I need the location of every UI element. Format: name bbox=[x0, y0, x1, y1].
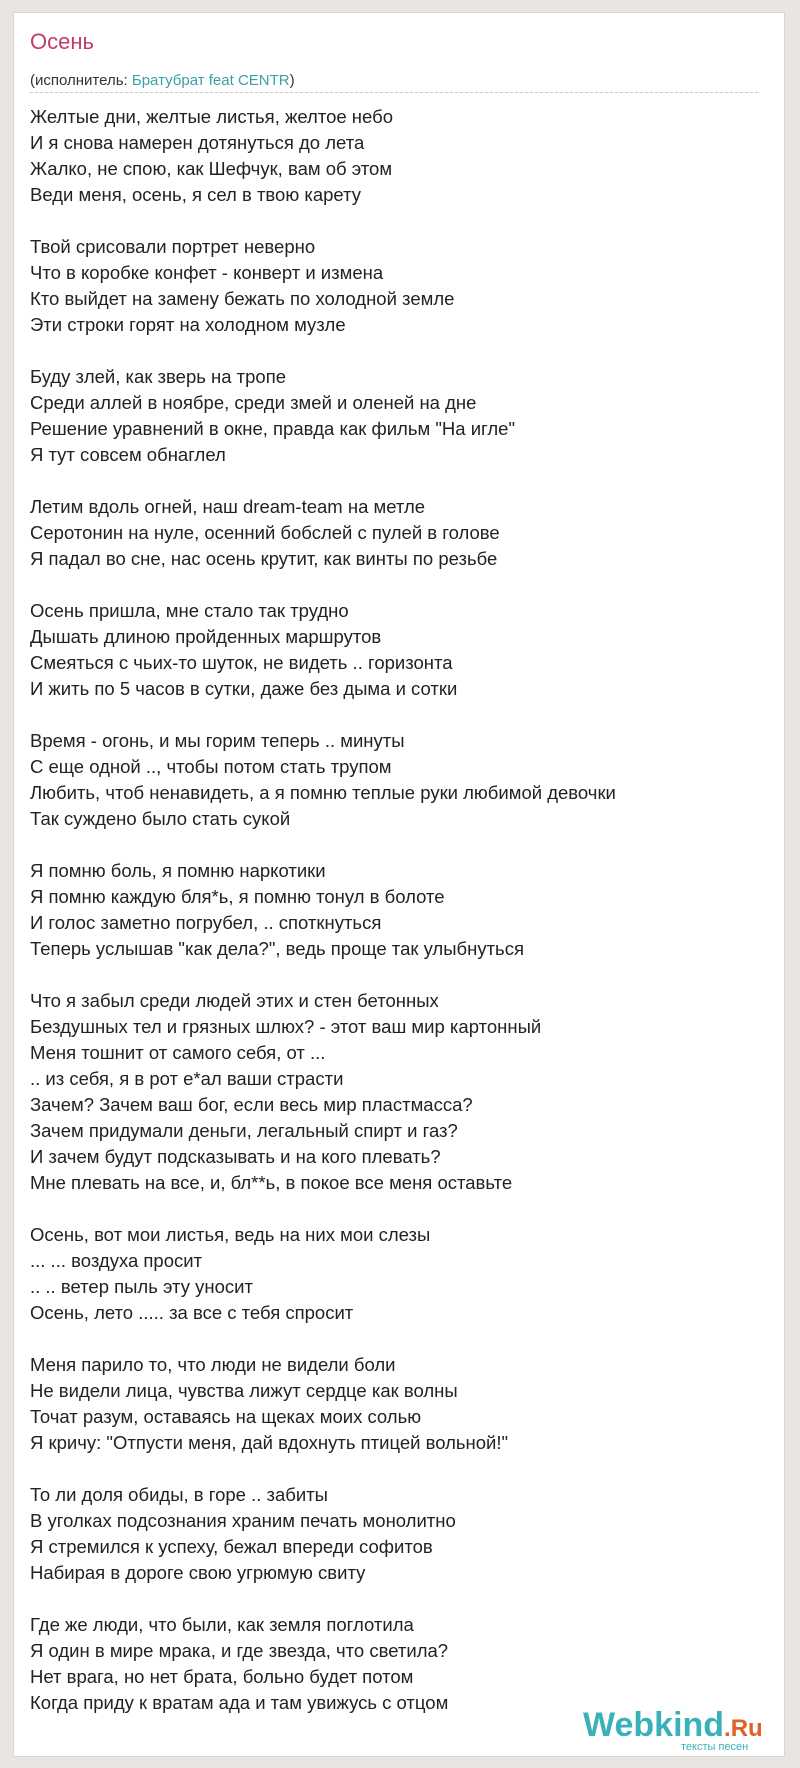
lyrics-line: Не видели лица, чувства лижут сердце как волны bbox=[30, 1380, 458, 1401]
lyrics-line: .. из себя, я в рот е*ал ваши страсти bbox=[30, 1068, 344, 1089]
lyrics-line: Когда приду к вратам ада и там увижусь с отцом bbox=[30, 1692, 449, 1713]
lyrics-line: Зачем? Зачем ваш бог, если весь мир пластмасса? bbox=[30, 1094, 473, 1115]
lyrics-line: Зачем придумали деньги, легальный спирт и газ? bbox=[30, 1120, 458, 1141]
lyrics-line: Мне плевать на все, и, бл**ь, в покое все меня оставьте bbox=[30, 1172, 513, 1193]
lyrics-stanza bbox=[30, 494, 765, 572]
lyrics-line: Среди аллей в ноябре, среди змей и оленей на дне bbox=[30, 392, 477, 413]
lyrics-line: Осень, вот мои листья, ведь на них мои слезы bbox=[30, 1224, 431, 1245]
lyrics-line: Желтые дни, желтые листья, желтое небо bbox=[30, 106, 393, 127]
lyrics-line: Теперь услышав "как дела?", ведь проще так улыбнуться bbox=[30, 938, 524, 959]
lyrics-line: Что я забыл среди людей этих и стен бетонных bbox=[30, 990, 439, 1011]
lyrics-line: Жалко, не спою, как Шефчук, вам об этом bbox=[30, 158, 393, 179]
lyrics-stanza bbox=[30, 1222, 765, 1326]
lyrics-line: .. .. ветер пыль эту уносит bbox=[30, 1276, 253, 1297]
lyrics-line: Я тут совсем обнаглел bbox=[30, 444, 226, 465]
lyrics-line: Летим вдоль огней, наш dream-team на метле bbox=[30, 496, 426, 517]
lyrics-line: Решение уравнений в окне, правда как фильм "На игле" bbox=[30, 418, 516, 439]
lyrics-line: Нет врага, но нет брата, больно будет потом bbox=[30, 1666, 414, 1687]
byline bbox=[30, 72, 295, 90]
lyrics-line: Твой срисовали портрет неверно bbox=[30, 236, 316, 257]
lyrics-line: И голос заметно погрубел, .. споткнуться bbox=[30, 912, 382, 933]
lyrics-line: С еще одной .., чтобы потом стать трупом bbox=[30, 756, 392, 777]
logo-tld: .Ru bbox=[724, 1715, 763, 1742]
lyrics-line: Время - огонь, и мы горим теперь .. минуты bbox=[30, 730, 405, 751]
song-title: Осень bbox=[30, 29, 94, 54]
lyrics-line: В уголках подсознания храним печать монолитно bbox=[30, 1510, 456, 1531]
lyrics-line: Смеяться с чьих-то шуток, не видеть .. горизонта bbox=[30, 652, 453, 673]
lyrics-line: И жить по 5 часов в сутки, даже без дыма и сотки bbox=[30, 678, 458, 699]
lyrics-line: Серотонин на нуле, осенний бобслей с пулей в голове bbox=[30, 522, 500, 543]
lyrics-stanza bbox=[30, 234, 765, 338]
lyrics-line: Я падал во сне, нас осень крутит, как винты по резьбе bbox=[30, 548, 498, 569]
lyrics-line: Я стремился к успеху, бежал впереди софитов bbox=[30, 1536, 433, 1557]
lyrics-line: Бездушных тел и грязных шлюх? - этот ваш мир картонный bbox=[30, 1016, 542, 1037]
lyrics-stanza bbox=[30, 598, 765, 702]
lyrics-line: И я снова намерен дотянуться до лета bbox=[30, 132, 365, 153]
lyrics-stanza bbox=[30, 104, 765, 208]
lyrics-line: Набирая в дороге свою угрюмую свиту bbox=[30, 1562, 366, 1583]
lyrics-line: Я один в мире мрака, и где звезда, что светила? bbox=[30, 1640, 449, 1661]
lyrics-line: Так суждено было стать сукой bbox=[30, 808, 291, 829]
lyrics-line: Кто выйдет на замену бежать по холодной земле bbox=[30, 288, 455, 309]
logo-tagline: тексты песен bbox=[681, 1741, 749, 1753]
lyrics-line: Что в коробке конфет - конверт и измена bbox=[30, 262, 384, 283]
lyrics-line: Я помню боль, я помню наркотики bbox=[30, 860, 326, 881]
lyrics-line: ... ... воздуха просит bbox=[30, 1250, 203, 1271]
title-divider bbox=[30, 92, 758, 93]
lyrics-line: Эти строки горят на холодном музле bbox=[30, 314, 346, 335]
lyrics-line: Точат разум, оставаясь на щеках моих солью bbox=[30, 1406, 422, 1427]
lyrics-stanza bbox=[30, 1352, 765, 1456]
byline-prefix: (исполнитель: bbox=[30, 72, 132, 89]
lyrics-line: Дышать длиною пройденных маршрутов bbox=[30, 626, 382, 647]
lyrics-line: И зачем будут подсказывать и на кого плевать? bbox=[30, 1146, 441, 1167]
lyrics-line: Веди меня, осень, я сел в твою карету bbox=[30, 184, 362, 205]
lyrics-line: Буду злей, как зверь на тропе bbox=[30, 366, 287, 387]
lyrics-line: Меня тошнит от самого себя, от ... bbox=[30, 1042, 326, 1063]
lyrics-line: Любить, чтоб ненавидеть, а я помню теплые руки любимой девочки bbox=[30, 782, 616, 803]
lyrics-stanza bbox=[30, 988, 765, 1196]
byline-suffix: ) bbox=[289, 72, 295, 89]
logo-main-text: Webkind bbox=[583, 1706, 725, 1744]
artist-link[interactable]: Братубрат feat CENTR bbox=[131, 72, 290, 89]
lyrics-text bbox=[30, 104, 765, 1742]
lyrics-line: Осень, лето ..... за все с тебя спросит bbox=[30, 1302, 354, 1323]
lyrics-stanza bbox=[30, 858, 765, 962]
lyrics-stanza bbox=[30, 1482, 765, 1586]
lyrics-line: Я помню каждую бля*ь, я помню тонул в болоте bbox=[30, 886, 445, 907]
lyrics-line: Осень пришла, мне стало так трудно bbox=[30, 600, 349, 621]
lyrics-stanza bbox=[30, 728, 765, 832]
lyrics-line: То ли доля обиды, в горе .. забиты bbox=[30, 1484, 328, 1505]
lyrics-line: Где же люди, что были, как земля поглотила bbox=[30, 1614, 414, 1635]
lyrics-stanza bbox=[30, 1612, 765, 1716]
site-logo[interactable] bbox=[583, 1705, 783, 1761]
lyrics-line: Я кричу: "Отпусти меня, дай вдохнуть птицей вольной!" bbox=[30, 1432, 509, 1453]
lyrics-line: Меня парило то, что люди не видели боли bbox=[30, 1354, 396, 1375]
lyrics-stanza bbox=[30, 364, 765, 468]
